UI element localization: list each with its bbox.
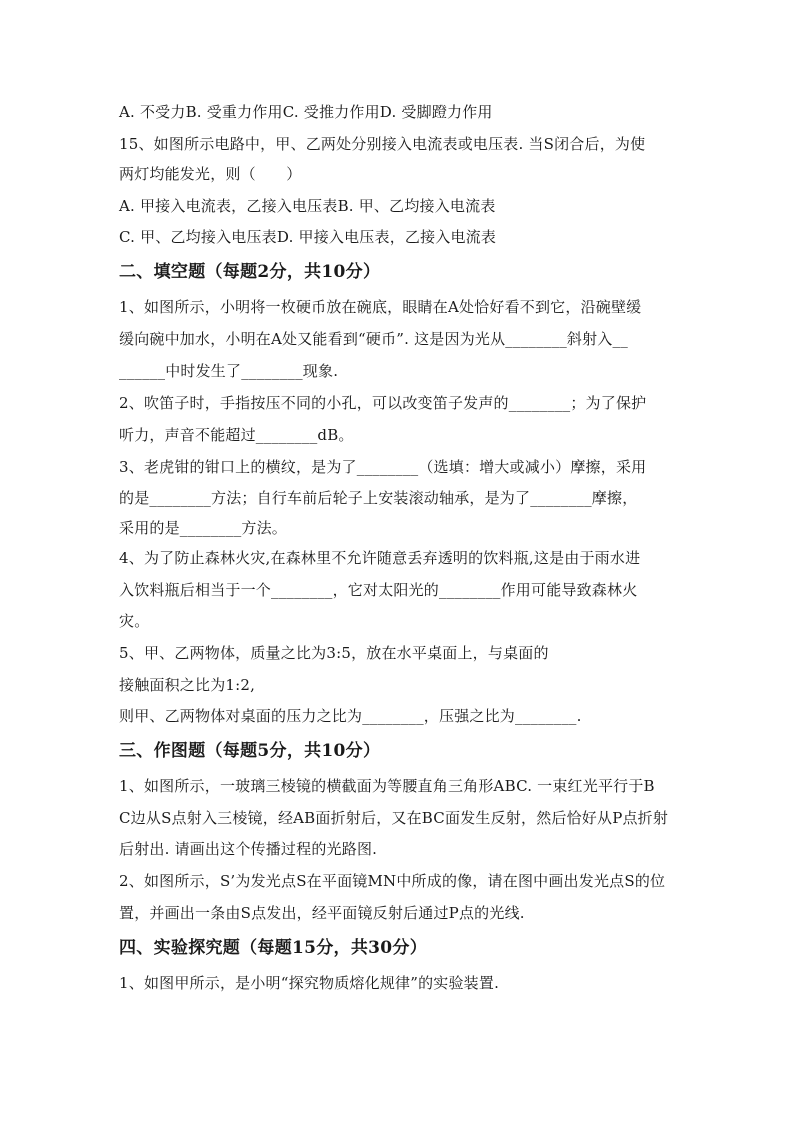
- fill-q1-line2: 缓向碗中加水，小明在A处又能看到“硬币”. 这是因为光从________斜射入__: [119, 330, 628, 348]
- q14-options: A. 不受力B. 受重力作用C. 受推力作用D. 受脚蹬力作用: [119, 103, 493, 121]
- fill-q3-line1: 3、老虎钳的钳口上的横纹，是为了________（选填：增大或减小）摩擦，采用: [119, 458, 647, 476]
- q15-options-ab: A. 甲接入电流表，乙接入电压表B. 甲、乙均接入电流表: [119, 197, 496, 215]
- fill-q5-line1: 5、甲、乙两物体，质量之比为3:5，放在水平桌面上，与桌面的: [119, 644, 549, 662]
- fill-q1-line1: 1、如图所示，小明将一枚硬币放在碗底，眼睛在A处恰好看不到它，沿碗壁缓: [119, 298, 642, 316]
- fill-q2-line1: 2、吹笛子时，手指按压不同的小孔，可以改变笛子发声的________；为了保护: [119, 394, 647, 412]
- fill-q5-line2: 接触面积之比为1:2,: [119, 676, 256, 694]
- fill-q3-line2: 的是________方法；自行车前后轮子上安装滚动轴承，是为了________摩擦，: [119, 489, 638, 507]
- fill-q4-line1: 4、为了防止森林火灾,在森林里不允许随意丢弃透明的饮料瓶,这是由于雨水进: [119, 549, 641, 567]
- draw-q1-line3: 后射出. 请画出这个传播过程的光路图.: [119, 840, 378, 858]
- fill-q5-line3: 则甲、乙两物体对桌面的压力之比为________，压强之比为________.: [119, 707, 582, 725]
- q15-stem-line1: 15、如图所示电路中，甲、乙两处分别接入电流表或电压表. 当S闭合后，为使: [119, 135, 646, 153]
- q15-options-cd: C. 甲、乙均接入电压表D. 甲接入电压表，乙接入电流表: [119, 228, 497, 246]
- exp-q1-line1: 1、如图甲所示，是小明“探究物质熔化规律”的实验装置.: [119, 974, 500, 992]
- draw-q2-line2: 置，并画出一条由S点发出，经平面镜反射后通过P点的光线.: [119, 904, 525, 922]
- fill-q4-line2: 入饮料瓶后相当于一个________，它对太阳光的________作用可能导致森林火: [119, 581, 638, 599]
- section-heading-experiment: 四、实验探究题（每题15分，共30分）: [119, 938, 428, 958]
- section-heading-fill-in: 二、填空题（每题2分，共10分）: [119, 262, 381, 282]
- section-heading-drawing: 三、作图题（每题5分，共10分）: [119, 741, 381, 761]
- draw-q1-line2: C边从S点射入三棱镜，经AB面折射后，又在BC面发生反射，然后恰好从P点折射: [119, 809, 669, 827]
- q15-stem-line2: 两灯均能发光，则（ ）: [119, 165, 302, 183]
- fill-q1-line3: ______中时发生了________现象.: [119, 362, 339, 380]
- draw-q1-line1: 1、如图所示，一玻璃三棱镜的横截面为等腰直角三角形ABC. 一束红光平行于B: [119, 777, 655, 795]
- draw-q2-line1: 2、如图所示，S’为发光点S在平面镜MN中所成的像，请在图中画出发光点S的位: [119, 872, 666, 890]
- fill-q2-line2: 听力，声音不能超过________dB。: [119, 426, 354, 444]
- fill-q4-line3: 灾。: [119, 612, 150, 630]
- fill-q3-line3: 采用的是________方法。: [119, 519, 288, 537]
